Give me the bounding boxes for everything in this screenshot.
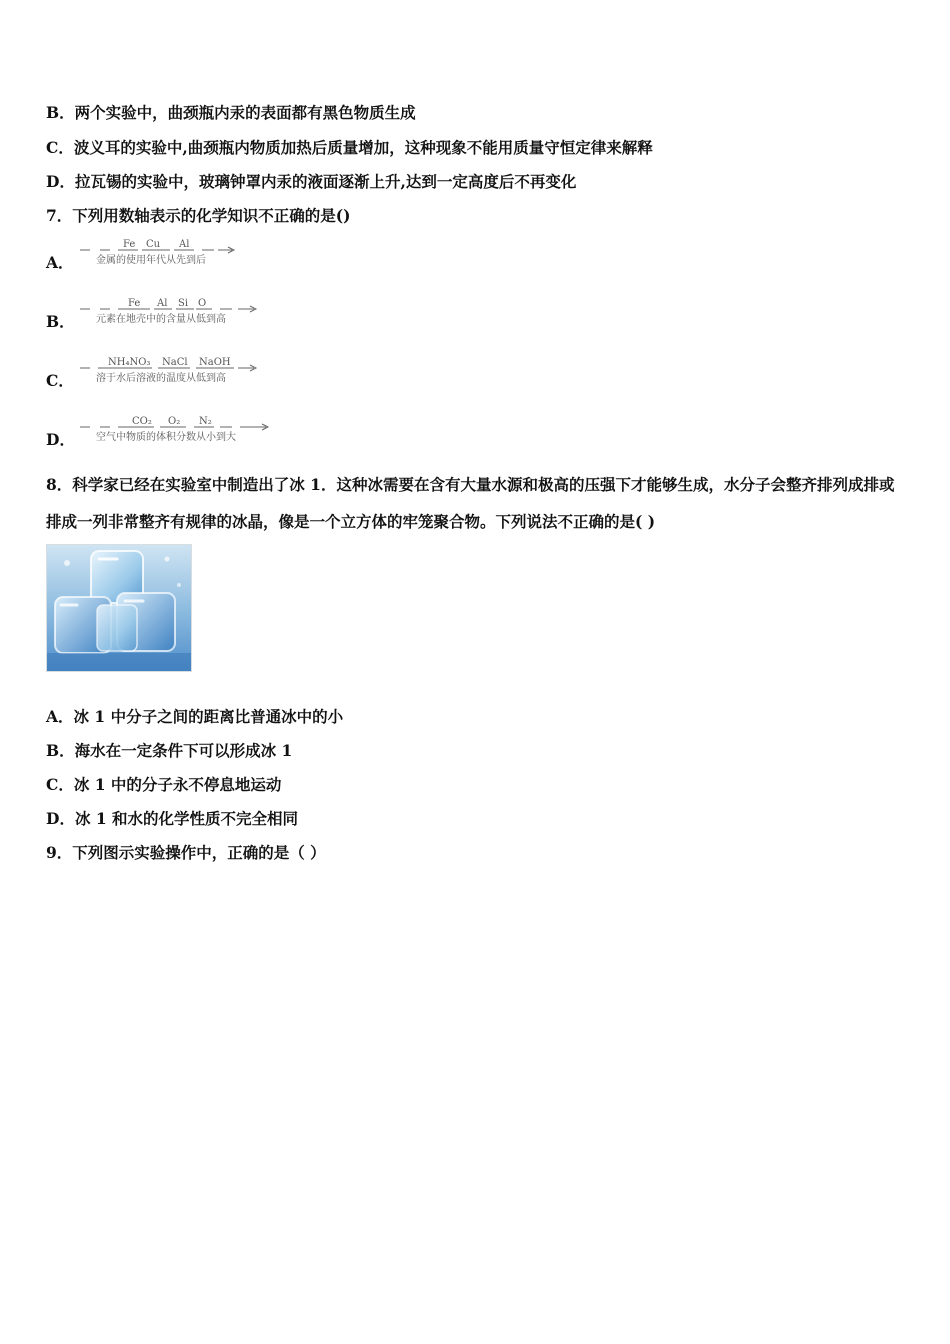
- axis-a-item-2: Cu: [146, 239, 161, 250]
- q7-option-d-axis: [78, 413, 278, 445]
- axis-d-item-3: N₂: [199, 416, 212, 427]
- axis-d-item-2: O₂: [168, 416, 181, 427]
- q7-option-c-label: C．: [46, 371, 74, 390]
- q8-option-a: A．冰 1 中分子之间的距离比普通冰中的小: [46, 707, 344, 726]
- q6-option-d: D．拉瓦锡的实验中，玻璃钟罩内汞的液面逐渐上升,达到一定高度后不再变化: [46, 172, 577, 191]
- axis-d-caption: 空气中物质的体积分数从小到大: [96, 432, 236, 443]
- axis-b-item-3: Si: [178, 298, 189, 309]
- axis-c-caption: 溶于水后溶液的温度从低到高: [96, 373, 226, 384]
- q8-stem: 8．科学家已经在实验室中制造出了冰 1．这种冰需要在含有大量水源和极高的压强下才能够生成，水分子会整齐排列成排或排成一列非常整齐有规律的冰晶，像是一个立方体的牢笼聚合物。下列说法不正确的是( ): [46, 475, 895, 531]
- q6-option-b: B．两个实验中，曲颈瓶内汞的表面都有黑色物质生成: [46, 103, 416, 122]
- axis-d-item-1: CO₂: [132, 416, 152, 427]
- axis-c-item-3: NaOH: [199, 357, 231, 368]
- q8-option-d: D．冰 1 和水的化学性质不完全相同: [46, 809, 299, 828]
- q7-option-b-label: B．: [46, 312, 75, 331]
- q7-option-c-axis: [78, 354, 278, 386]
- q6-option-c: C．波义耳的实验中,曲颈瓶内物质加热后质量增加，这种现象不能用质量守恒定律来解释: [46, 138, 653, 157]
- axis-b-item-2: Al: [157, 298, 168, 309]
- axis-c-item-2: NaCl: [162, 357, 188, 368]
- q8-option-b: B．海水在一定条件下可以形成冰 1: [46, 741, 293, 760]
- q7-option-a-axis: [78, 236, 258, 268]
- q7-stem: 7．下列用数轴表示的化学知识不正确的是(): [46, 206, 351, 225]
- q7-option-b-axis: [78, 295, 278, 327]
- axis-a-caption: 金属的使用年代从先到后: [96, 255, 206, 266]
- axis-a-item-3: Al: [179, 239, 190, 250]
- axis-b-item-1: Fe: [128, 298, 141, 309]
- q8-option-c: C．冰 1 中的分子永不停息地运动: [46, 775, 282, 794]
- axis-b-caption: 元素在地壳中的含量从低到高: [96, 314, 226, 325]
- axis-c-item-1: NH₄NO₃: [108, 357, 151, 368]
- ice-cubes-image: [46, 544, 192, 672]
- q7-option-d-label: D．: [46, 430, 75, 449]
- axis-b-item-4: O: [198, 298, 207, 309]
- q7-option-a-label: A．: [46, 253, 74, 272]
- axis-a-item-1: Fe: [123, 239, 136, 250]
- q9-stem: 9．下列图示实验操作中，正确的是（ ）: [46, 843, 326, 862]
